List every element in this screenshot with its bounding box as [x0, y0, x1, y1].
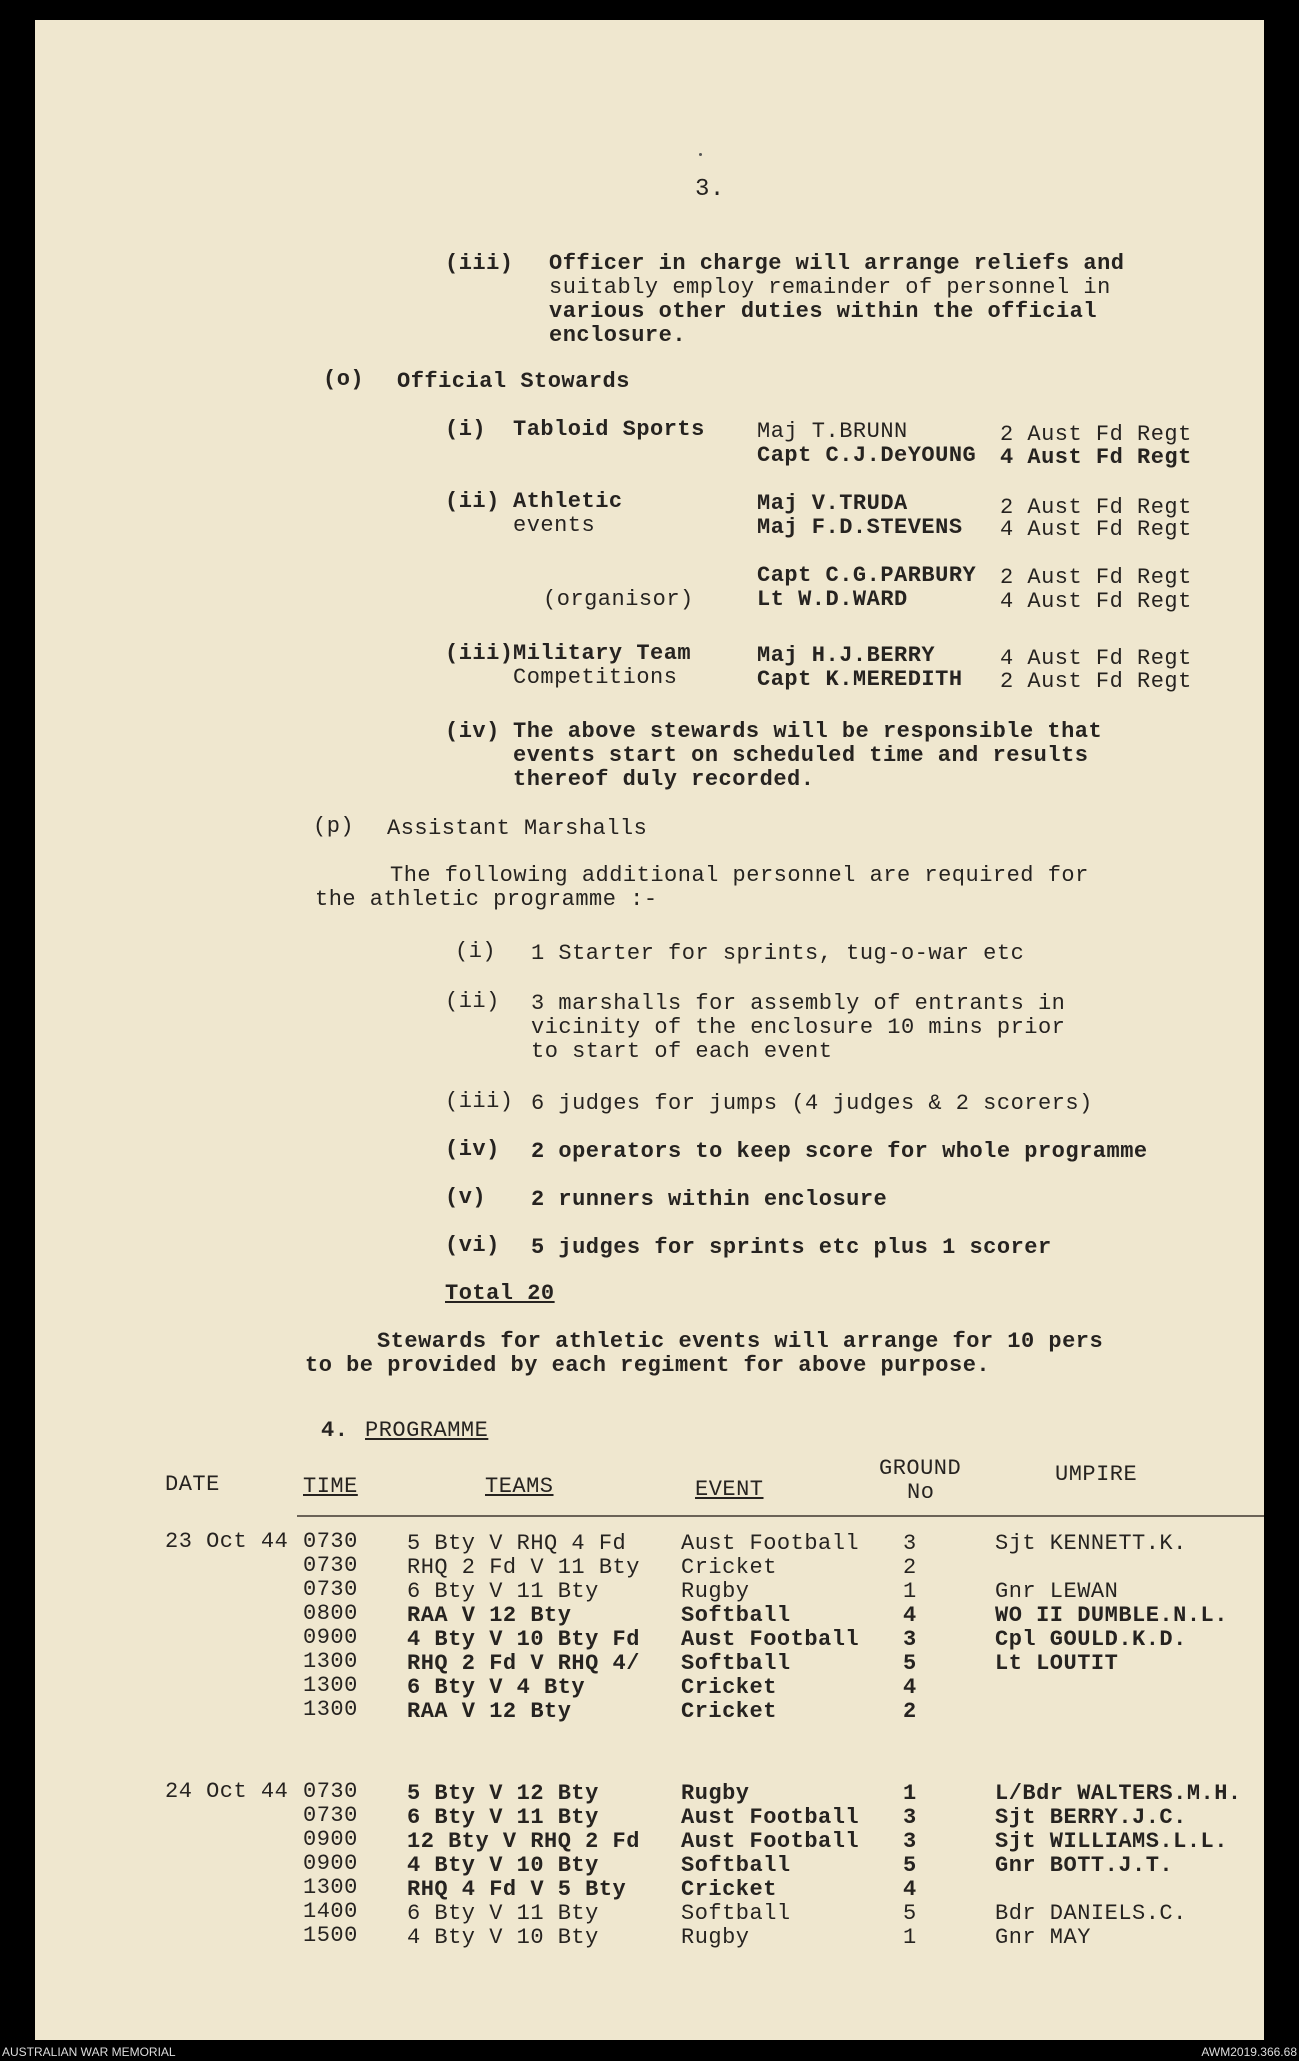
- steward-unit: 2 Aust Fd Regt: [1000, 422, 1192, 447]
- cell-event: Softball: [681, 1603, 791, 1628]
- cell-time: 1500: [303, 1923, 358, 1948]
- footer-right: AWM2019.366.68: [1201, 2045, 1297, 2059]
- cell-event: Softball: [681, 1651, 791, 1676]
- item-line: 2 operators to keep score for whole programme: [531, 1139, 1148, 1164]
- cell-teams: RAA V 12 Bty: [407, 1603, 572, 1628]
- cell-umpire: L/Bdr WALTERS.M.H.: [995, 1781, 1242, 1806]
- para-line: enclosure.: [549, 323, 687, 348]
- day-date: 24 Oct 44: [165, 1779, 289, 1804]
- note-line: The above stewards will be responsible that: [513, 719, 1103, 744]
- cell-event: Softball: [681, 1853, 791, 1878]
- cell-ground: 1: [903, 1925, 917, 1950]
- cell-time: 0730: [303, 1779, 358, 1804]
- closing-line: to be provided by each regiment for above purpose.: [305, 1353, 991, 1378]
- item-line: vicinity of the enclosure 10 mins prior: [531, 1015, 1066, 1040]
- cell-event: Cricket: [681, 1699, 777, 1724]
- cell-ground: 5: [903, 1853, 917, 1878]
- cell-time: 0900: [303, 1625, 358, 1650]
- para-label: (iii): [445, 251, 514, 276]
- event-name: Military Team: [513, 641, 692, 666]
- total-line: Total 20: [445, 1281, 555, 1306]
- col-header-ground: GROUND: [879, 1456, 962, 1481]
- cell-teams: 6 Bty V 11 Bty: [407, 1901, 599, 1926]
- cell-teams: 5 Bty V RHQ 4 Fd: [407, 1531, 627, 1556]
- item-line: to start of each event: [531, 1039, 833, 1064]
- cell-ground: 3: [903, 1805, 917, 1830]
- programme-heading: PROGRAMME: [365, 1418, 489, 1443]
- item-label: (vi): [445, 1233, 500, 1258]
- cell-time: 1300: [303, 1875, 358, 1900]
- cell-umpire: Sjt KENNETT.K.: [995, 1531, 1187, 1556]
- item-line: 2 runners within enclosure: [531, 1187, 888, 1212]
- cell-time: 0900: [303, 1851, 358, 1876]
- cell-event: Aust Football: [681, 1531, 860, 1556]
- intro-line: The following additional personnel are required for: [390, 863, 1089, 888]
- cell-ground: 5: [903, 1651, 917, 1676]
- footer-left: AUSTRALIAN WAR MEMORIAL: [2, 2045, 176, 2059]
- col-header-umpire: UMPIRE: [1055, 1462, 1138, 1487]
- cell-event: Rugby: [681, 1781, 750, 1806]
- section-label: (p): [313, 814, 355, 839]
- col-header-time: TIME: [303, 1474, 358, 1499]
- day-date: 23 Oct 44: [165, 1529, 289, 1554]
- col-header-event: EVENT: [695, 1477, 764, 1502]
- intro-line: the athletic programme :-: [315, 887, 658, 912]
- para-line: suitably employ remainder of personnel in: [549, 275, 1111, 300]
- item-line: 5 judges for sprints etc plus 1 scorer: [531, 1235, 1052, 1260]
- cell-event: Cricket: [681, 1555, 777, 1580]
- cell-event: Softball: [681, 1901, 791, 1926]
- cell-umpire: Lt LOUTIT: [995, 1651, 1119, 1676]
- steward-name: Maj H.J.BERRY: [757, 643, 936, 668]
- item-label: (i): [445, 417, 487, 442]
- cell-event: Cricket: [681, 1877, 777, 1902]
- cell-ground: 4: [903, 1675, 917, 1700]
- cell-time: 0900: [303, 1827, 358, 1852]
- cell-ground: 5: [903, 1901, 917, 1926]
- cell-teams: RHQ 4 Fd V 5 Bty: [407, 1877, 627, 1902]
- cell-teams: 4 Bty V 10 Bty Fd: [407, 1627, 640, 1652]
- item-label: (iii): [445, 641, 514, 666]
- cell-ground: 3: [903, 1829, 917, 1854]
- item-label: (iv): [445, 719, 500, 744]
- cell-teams: 4 Bty V 10 Bty: [407, 1853, 599, 1878]
- organisor-label: (organisor): [543, 587, 694, 612]
- cell-event: Cricket: [681, 1675, 777, 1700]
- cell-ground: 1: [903, 1579, 917, 1604]
- event-name: Tabloid Sports: [513, 417, 705, 442]
- cell-event: Aust Football: [681, 1627, 860, 1652]
- cell-ground: 3: [903, 1531, 917, 1556]
- cell-umpire: Cpl GOULD.K.D.: [995, 1627, 1187, 1652]
- cell-ground: 2: [903, 1699, 917, 1724]
- section-number: 4.: [321, 1418, 349, 1443]
- para-line: Officer in charge will arrange reliefs and: [549, 251, 1125, 276]
- item-label: (iii): [445, 1089, 514, 1114]
- steward-unit: 2 Aust Fd Regt: [1000, 565, 1192, 590]
- cell-time: 0730: [303, 1529, 358, 1554]
- event-name: Athletic: [513, 489, 623, 514]
- cell-teams: RHQ 2 Fd V RHQ 4/: [407, 1651, 640, 1676]
- col-header-ground-no: No: [907, 1480, 935, 1505]
- item-label: (ii): [445, 489, 500, 514]
- cell-time: 1400: [303, 1899, 358, 1924]
- item-line: 1 Starter for sprints, tug-o-war etc: [531, 941, 1025, 966]
- cell-umpire: Gnr BOTT.J.T.: [995, 1853, 1174, 1878]
- steward-name: Maj V.TRUDA: [757, 491, 908, 516]
- item-label: (v): [445, 1185, 487, 1210]
- note-line: events start on scheduled time and results: [513, 743, 1089, 768]
- item-label: (ii): [445, 989, 500, 1014]
- cell-ground: 2: [903, 1555, 917, 1580]
- cell-time: 1300: [303, 1673, 358, 1698]
- section-title: Official Stowards: [397, 369, 630, 394]
- ink-dot: [699, 153, 702, 156]
- cell-time: 0730: [303, 1803, 358, 1828]
- steward-unit: 4 Aust Fd Regt: [1000, 646, 1192, 671]
- header-rule: [297, 1515, 1264, 1517]
- event-name: Competitions: [513, 665, 678, 690]
- cell-time: 1300: [303, 1649, 358, 1674]
- section-label: (o): [323, 367, 365, 392]
- para-line: various other duties within the official: [549, 299, 1098, 324]
- steward-unit: 4 Aust Fd Regt: [1000, 589, 1192, 614]
- item-line: 3 marshalls for assembly of entrants in: [531, 991, 1066, 1016]
- closing-line: Stewards for athletic events will arrange for 10 pers: [377, 1329, 1104, 1354]
- steward-unit: 2 Aust Fd Regt: [1000, 669, 1192, 694]
- steward-name: Maj T.BRUNN: [757, 419, 908, 444]
- steward-name: Capt C.G.PARBURY: [757, 563, 977, 588]
- cell-umpire: Gnr LEWAN: [995, 1579, 1119, 1604]
- cell-time: 1300: [303, 1697, 358, 1722]
- cell-event: Aust Football: [681, 1829, 860, 1854]
- section-title: Assistant Marshalls: [387, 816, 648, 841]
- cell-event: Aust Football: [681, 1805, 860, 1830]
- item-label: (iv): [445, 1137, 500, 1162]
- cell-event: Rugby: [681, 1579, 750, 1604]
- cell-umpire: Sjt BERRY.J.C.: [995, 1805, 1187, 1830]
- steward-unit: 2 Aust Fd Regt: [1000, 495, 1192, 520]
- steward-name: Capt K.MEREDITH: [757, 667, 963, 692]
- cell-event: Rugby: [681, 1925, 750, 1950]
- cell-umpire: WO II DUMBLE.N.L.: [995, 1603, 1228, 1628]
- cell-teams: 4 Bty V 10 Bty: [407, 1925, 599, 1950]
- cell-teams: 6 Bty V 11 Bty: [407, 1805, 599, 1830]
- cell-teams: RAA V 12 Bty: [407, 1699, 572, 1724]
- cell-ground: 4: [903, 1603, 917, 1628]
- item-label: (i): [455, 939, 497, 964]
- col-header-teams: TEAMS: [485, 1474, 554, 1499]
- cell-umpire: Sjt WILLIAMS.L.L.: [995, 1829, 1228, 1854]
- event-name: events: [513, 513, 596, 538]
- cell-teams: 6 Bty V 4 Bty: [407, 1675, 586, 1700]
- steward-name: Maj F.D.STEVENS: [757, 515, 963, 540]
- cell-umpire: Bdr DANIELS.C.: [995, 1901, 1187, 1926]
- cell-teams: 5 Bty V 12 Bty: [407, 1781, 599, 1806]
- steward-name: Capt C.J.DeYOUNG: [757, 443, 977, 468]
- cell-teams: 6 Bty V 11 Bty: [407, 1579, 599, 1604]
- cell-time: 0730: [303, 1553, 358, 1578]
- cell-ground: 4: [903, 1877, 917, 1902]
- steward-unit: 4 Aust Fd Regt: [1000, 517, 1192, 542]
- note-line: thereof duly recorded.: [513, 767, 815, 792]
- cell-ground: 1: [903, 1781, 917, 1806]
- cell-time: 0730: [303, 1577, 358, 1602]
- steward-name: Lt W.D.WARD: [757, 587, 908, 612]
- page-number: 3.: [695, 176, 725, 203]
- cell-ground: 3: [903, 1627, 917, 1652]
- col-header-date: DATE: [165, 1472, 220, 1497]
- item-line: 6 judges for jumps (4 judges & 2 scorers): [531, 1091, 1093, 1116]
- cell-teams: RHQ 2 Fd V 11 Bty: [407, 1555, 640, 1580]
- cell-teams: 12 Bty V RHQ 2 Fd: [407, 1829, 640, 1854]
- cell-umpire: Gnr MAY: [995, 1925, 1091, 1950]
- steward-unit: 4 Aust Fd Regt: [1000, 445, 1192, 470]
- document-page: [35, 20, 1264, 2040]
- cell-time: 0800: [303, 1601, 358, 1626]
